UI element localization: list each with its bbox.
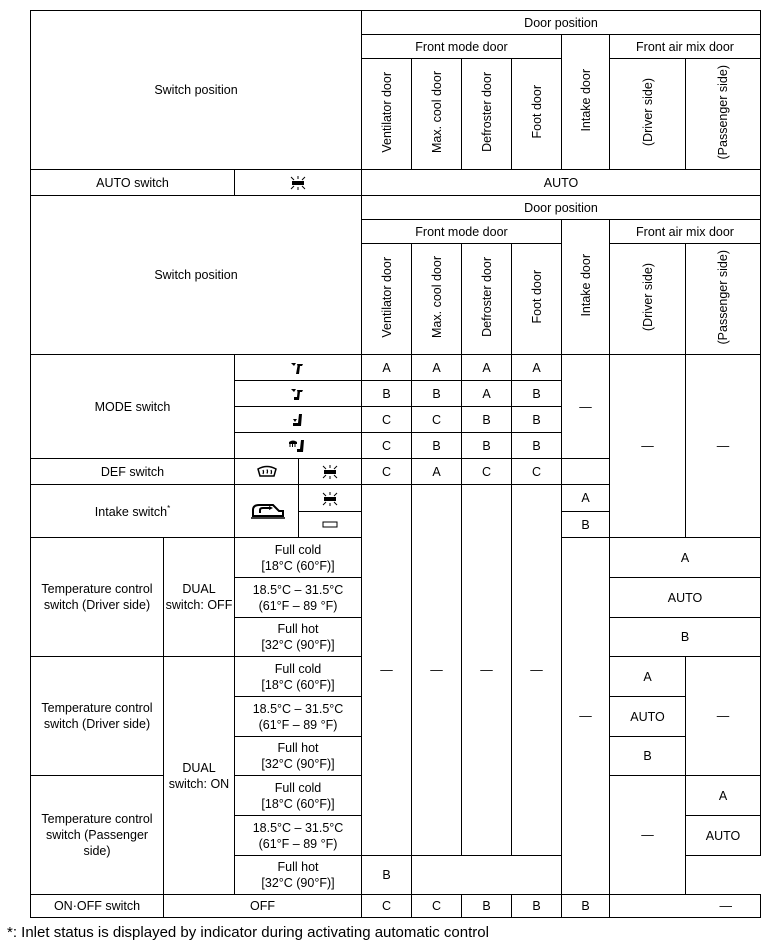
- on-off-defroster: B: [462, 895, 512, 918]
- mode-intake-dash: —: [562, 355, 610, 459]
- driver-on-mid-value: AUTO: [610, 697, 686, 737]
- driver-side-header: (Driver side): [610, 244, 686, 355]
- mode-row2-defroster: A: [462, 381, 512, 407]
- mode-row4-foot: B: [512, 433, 562, 459]
- temp-driver-off-label: Temperature control switch (Driver side): [31, 538, 164, 657]
- mode-row1-defroster: A: [462, 355, 512, 381]
- defroster-door-header: Defroster door: [462, 59, 512, 170]
- full-hot-cell: Full hot [32°C (90°F)]: [235, 856, 362, 895]
- intake-door-header: Intake door: [562, 35, 610, 170]
- passenger-driver-dash: —: [686, 657, 761, 776]
- on-off-max-cool: C: [412, 895, 462, 918]
- ventilator-door-header: Ventilator door: [362, 59, 412, 170]
- auto-indicator-icon: [289, 176, 307, 190]
- mode-icon-cell: [235, 355, 362, 381]
- def-switch-label: DEF switch: [31, 459, 235, 485]
- mode-row3-defroster: B: [462, 407, 512, 433]
- driver-on-hot-value: B: [610, 737, 686, 776]
- max-cool-door-header: Max. cool door: [412, 59, 462, 170]
- intake-value-a: A: [562, 485, 610, 512]
- auto-switch-label: AUTO switch: [31, 170, 235, 196]
- mode-row1-ventilator: A: [362, 355, 412, 381]
- intake-temp-dash: —: [562, 538, 610, 895]
- foot-door-header: Foot door: [512, 244, 562, 355]
- mode-icon-cell: [235, 433, 362, 459]
- foot-door-header: Foot door: [512, 59, 562, 170]
- ventilator-dash: —: [362, 485, 412, 856]
- ventilator-door-header: Ventilator door: [362, 244, 412, 355]
- full-hot-cell: Full hot [32°C (90°F)]: [235, 618, 362, 657]
- dual-off-mid-value: AUTO: [610, 578, 761, 618]
- full-cold-cell: Full cold [18°C (60°F)]: [235, 657, 362, 697]
- dual-off-label: DUAL switch: OFF: [164, 538, 235, 657]
- passenger-hot-value: B: [362, 856, 412, 895]
- auto-indicator-icon: [321, 465, 339, 479]
- max-cool-dash: —: [412, 485, 462, 856]
- auto-indicator-icon: [321, 492, 339, 506]
- dual-on-label: DUAL switch: ON: [164, 657, 235, 895]
- door-position-table: [30, 195, 761, 918]
- mode-row2-foot: B: [512, 381, 562, 407]
- switch-position-header: Switch position: [31, 11, 362, 170]
- foot-defrost-mode-icon: [288, 439, 308, 453]
- dual-off-hot-value: B: [610, 618, 761, 657]
- defroster-door-header: Defroster door: [462, 244, 512, 355]
- recirculation-icon: [249, 502, 285, 520]
- on-off-value: OFF: [164, 895, 362, 918]
- driver-on-cold-value: A: [610, 657, 686, 697]
- air-mix-driver-dash: —: [610, 355, 686, 538]
- def-foot: C: [512, 459, 562, 485]
- door-position-header: Door position: [362, 196, 761, 220]
- mode-row1-max-cool: A: [412, 355, 462, 381]
- mode-icon-cell: [235, 381, 362, 407]
- mid-range-cell: 18.5°C – 31.5°C (61°F – 89 °F): [235, 697, 362, 737]
- on-off-intake: B: [562, 895, 610, 918]
- front-mode-door-header: Front mode door: [362, 35, 562, 59]
- air-mix-passenger-dash: —: [686, 355, 761, 538]
- def-icon-cell: [235, 459, 299, 485]
- on-off-switch-label: ON·OFF switch: [31, 895, 164, 918]
- intake-indicator-on: [299, 485, 362, 512]
- full-cold-cell: Full cold [18°C (60°F)]: [235, 776, 362, 816]
- mode-row3-max-cool: C: [412, 407, 462, 433]
- full-cold-cell: Full cold [18°C (60°F)]: [235, 538, 362, 578]
- auto-switch-table: [30, 10, 761, 196]
- switch-position-header: Switch position: [31, 196, 362, 355]
- passenger-cold-value: A: [686, 776, 761, 816]
- temp-driver-on-label: Temperature control switch (Driver side): [31, 657, 164, 776]
- defrost-icon: [257, 465, 277, 479]
- mode-row4-ventilator: C: [362, 433, 412, 459]
- front-mode-door-header: Front mode door: [362, 220, 562, 244]
- def-indicator-cell: [299, 459, 362, 485]
- def-defroster: C: [462, 459, 512, 485]
- full-hot-cell: Full hot [32°C (90°F)]: [235, 737, 362, 776]
- mode-row1-foot: A: [512, 355, 562, 381]
- intake-switch-label: Intake switch*: [31, 485, 235, 538]
- auto-indicator-cell: [235, 170, 362, 196]
- temp-passenger-label: Temperature control switch (Passenger side): [31, 776, 164, 895]
- intake-value-b: B: [562, 512, 610, 538]
- on-off-ventilator: C: [362, 895, 412, 918]
- def-intake-empty: [562, 459, 610, 485]
- dual-off-cold-value: A: [610, 538, 761, 578]
- intake-indicator-off: [299, 512, 362, 538]
- def-max-cool: A: [412, 459, 462, 485]
- mode-row4-defroster: B: [462, 433, 512, 459]
- mode-row2-ventilator: B: [362, 381, 412, 407]
- footnote: *: Inlet status is displayed by indicator during activating automatic control: [7, 924, 489, 941]
- passenger-side-header: (Passenger side): [686, 59, 761, 170]
- defroster-dash: —: [462, 485, 512, 856]
- mode-icon-cell: [235, 407, 362, 433]
- auto-value: AUTO: [362, 170, 761, 196]
- on-off-foot: B: [512, 895, 562, 918]
- max-cool-door-header: Max. cool door: [412, 244, 462, 355]
- door-position-header: Door position: [362, 11, 761, 35]
- fresh-air-icon: [322, 521, 338, 529]
- intake-door-header: Intake door: [562, 220, 610, 355]
- front-air-mix-door-header: Front air mix door: [610, 220, 761, 244]
- foot-dash: —: [512, 485, 562, 856]
- mode-row3-ventilator: C: [362, 407, 412, 433]
- mid-range-cell: 18.5°C – 31.5°C (61°F – 89 °F): [235, 578, 362, 618]
- on-off-air-mix-dash: —: [610, 895, 761, 918]
- mode-switch-label: MODE switch: [31, 355, 235, 459]
- vent-mode-icon: [290, 361, 306, 375]
- mode-row3-foot: B: [512, 407, 562, 433]
- bilevel-mode-icon: [290, 387, 306, 401]
- mode-row2-max-cool: B: [412, 381, 462, 407]
- front-air-mix-door-header: Front air mix door: [610, 35, 761, 59]
- intake-icon-cell: [235, 485, 299, 538]
- mode-row4-max-cool: B: [412, 433, 462, 459]
- mid-range-cell: 18.5°C – 31.5°C (61°F – 89 °F): [235, 816, 362, 856]
- passenger-mid-value: AUTO: [686, 816, 761, 856]
- passenger-side-header: (Passenger side): [686, 244, 761, 355]
- def-ventilator: C: [362, 459, 412, 485]
- foot-mode-icon: [290, 413, 306, 427]
- driver-passenger-dash: —: [610, 776, 686, 895]
- driver-side-header: (Driver side): [610, 59, 686, 170]
